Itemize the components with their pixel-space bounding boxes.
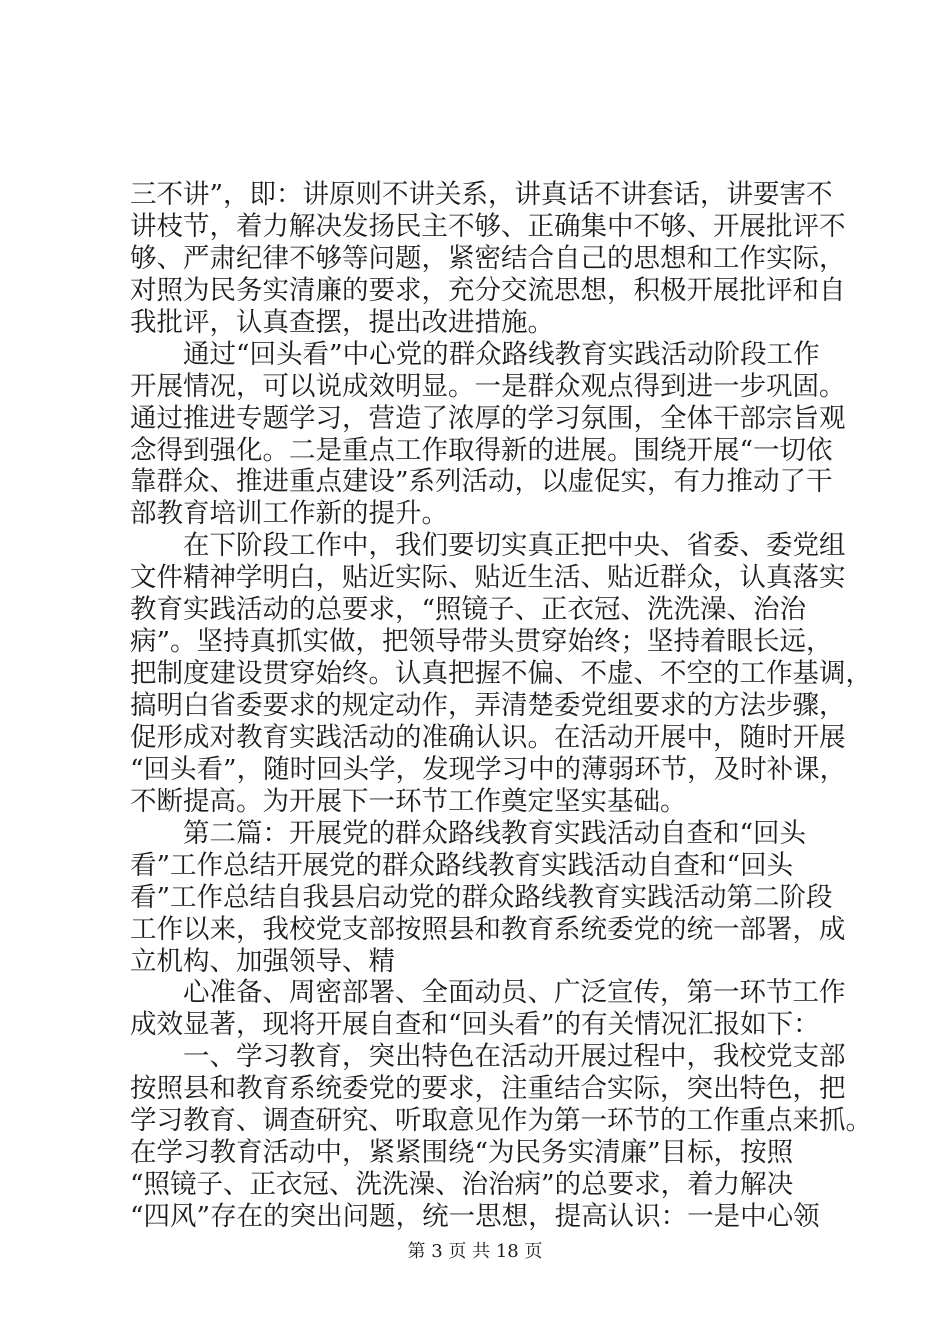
- text-line: 立机构、加强领导、精: [130, 946, 395, 977]
- text-line: 心准备、周密部署、全面动员、广泛宣传，第一环节工作: [130, 977, 846, 1008]
- text-line: 我批评，认真查摆，提出改进措施。: [130, 307, 554, 338]
- text-line: 靠群众、推进重点建设”系列活动，以虚促实，有力推动了干: [130, 466, 833, 497]
- text-line: 讲枝节，着力解决发扬民主不够、正确集中不够、开展批评不: [130, 211, 846, 242]
- text-line: “回头看”，随时回头学，发现学习中的薄弱环节，及时补课，: [130, 754, 847, 785]
- text-line: 学习教育、调查研究、听取意见作为第一环节的工作重点来抓。: [130, 1105, 872, 1136]
- text-line: 开展情况，可以说成效明显。一是群众观点得到进一步巩固。: [130, 371, 846, 402]
- text-line: 一、学习教育，突出特色在活动开展过程中，我校党支部: [130, 1041, 846, 1072]
- text-line: 搞明白省委要求的规定动作，弄清楚委党组要求的方法步骤，: [130, 690, 846, 721]
- text-line: “照镜子、正衣冠、洗洗澡、治治病”的总要求，着力解决: [130, 1169, 794, 1200]
- text-line: 看”工作总结开展党的群众路线教育实践活动自查和“回头: [130, 850, 794, 881]
- text-line: 够、严肃纪律不够等问题，紧密结合自己的思想和工作实际，: [130, 243, 846, 274]
- text-line: 按照县和教育系统委党的要求，注重结合实际，突出特色，把: [130, 1073, 846, 1104]
- text-line: 对照为民务实清廉的要求，充分交流思想，积极开展批评和自: [130, 275, 846, 306]
- text-line: 通过“回头看”中心党的群众路线教育实践活动阶段工作: [130, 339, 820, 370]
- text-line: 三不讲”，即：讲原则不讲关系，讲真话不讲套话，讲要害不: [130, 179, 833, 210]
- text-line: 成效显著，现将开展自查和“回头看”的有关情况汇报如下：: [130, 1009, 820, 1040]
- text-line: 部教育培训工作新的提升。: [130, 498, 448, 529]
- text-line: 在学习教育活动中，紧紧围绕“为民务实清廉”目标，按照: [130, 1137, 794, 1168]
- text-line: 病”。坚持真抓实做，把领导带头贯穿始终；坚持着眼长远，: [130, 626, 833, 657]
- text-line: 工作以来，我校党支部按照县和教育系统委党的统一部署，成: [130, 914, 846, 945]
- text-line: “四风”存在的突出问题，统一思想，提高认识：一是中心领: [130, 1201, 820, 1232]
- text-line: 通过推进专题学习，营造了浓厚的学习氛围，全体干部宗旨观: [130, 403, 846, 434]
- text-line: 不断提高。为开展下一环节工作奠定坚实基础。: [130, 786, 687, 817]
- page-number-footer: 第 3 页 共 18 页: [407, 1241, 543, 1262]
- text-line: 把制度建设贯穿始终。认真把握不偏、不虚、不空的工作基调，: [130, 658, 872, 689]
- text-line: 看”工作总结自我县启动党的群众路线教育实践活动第二阶段: [130, 882, 833, 913]
- text-line: 促形成对教育实践活动的准确认识。在活动开展中，随时开展: [130, 722, 846, 753]
- text-line: 第二篇：开展党的群众路线教育实践活动自查和“回头: [130, 818, 807, 849]
- text-line: 教育实践活动的总要求，“照镜子、正衣冠、洗洗澡、治治: [130, 594, 807, 625]
- text-line: 文件精神学明白，贴近实际、贴近生活、贴近群众，认真落实: [130, 562, 846, 593]
- text-line: 念得到强化。二是重点工作取得新的进展。围绕开展“一切依: [130, 435, 833, 466]
- text-line: 在下阶段工作中，我们要切实真正把中央、省委、委党组: [130, 530, 846, 561]
